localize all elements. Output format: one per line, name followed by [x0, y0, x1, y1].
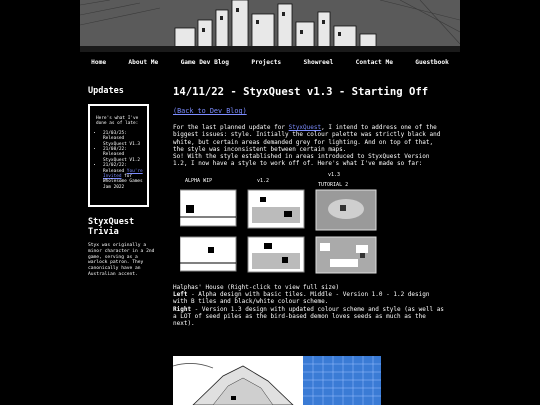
post-paragraph-1: For the last planned update for StyxQuest, I intend to address one of the biggest issues: style. Initially the colour palette was strictly black and white, but certain areas demanded grey for lighting. And on top of that, the style was inconsistent between certain maps.	[173, 124, 441, 153]
update-item: • 21/03/25: Released StyxQuest V1.3	[103, 131, 144, 147]
updates-heading: Updates	[88, 86, 124, 96]
styxquest-link[interactable]: StyxQuest	[288, 124, 322, 131]
update-item: • 21/08/22: Released StyxQuest V1.2	[103, 147, 144, 163]
nav-projects[interactable]: Projects	[251, 58, 282, 66]
figure-label-v12: v1.2	[257, 177, 270, 184]
figure-label-v13: v1.3	[328, 171, 341, 178]
caption-left: Left - Alpha design with basic tiles. Middle - Version 1.0 - 1.2 design with B tiles and black/white colour scheme.	[173, 291, 430, 306]
nav-showreel[interactable]: Showreel	[303, 58, 334, 66]
nav-guestbook[interactable]: Guestbook	[415, 58, 449, 66]
halphas-house-comparison-image[interactable]	[173, 171, 445, 278]
halphas-house-thumbnails	[180, 187, 380, 277]
nav-home[interactable]: Home	[91, 58, 107, 66]
nav-game-dev-blog[interactable]: Game Dev Blog	[180, 58, 230, 66]
map-preview-image[interactable]	[173, 356, 381, 405]
updates-list	[96, 131, 144, 190]
post-paragraph-2: So! With the style established in areas introduced to StyxQuest Version 1.2, I now have a style to work off of. Here's what I've made so far:	[173, 153, 430, 168]
figure-label-alpha: ALPHA WIP	[185, 177, 213, 184]
header-banner	[80, 0, 460, 52]
nav-about-me[interactable]: About Me	[128, 58, 159, 66]
updates-intro: Here's what I've done as of late:	[96, 116, 139, 127]
trivia-text: Styx was originally a minor character in a 2nd game, serving as a warlock patron. They canonically have an Australian accent.	[88, 243, 155, 277]
updates-box	[88, 104, 149, 207]
blog-post	[173, 86, 445, 328]
youre-invited-link[interactable]: You're Invited	[103, 168, 143, 180]
main-nav	[80, 54, 460, 70]
sidebar	[88, 86, 158, 278]
post-title: 14/11/22 - StyxQuest v1.3 - Starting Off	[173, 86, 429, 98]
update-item: • 21/02/22: Released You're Invited for Wholesome Games Jam 2022	[103, 163, 144, 190]
caption-right: Right - Version 1.3 design with updated colour scheme and style (as well as a LOT of seed piles as the bird-based demon loves seeds as much as the next).	[173, 305, 444, 328]
caption-title: Halphas' House (Right-click to view full size)	[173, 283, 340, 291]
nav-contact-me[interactable]: Contact Me	[355, 58, 393, 66]
back-to-dev-blog-link[interactable]: (Back to Dev Blog)	[173, 107, 247, 115]
figure-caption	[173, 284, 445, 328]
figure-label-tutorial: TUTORIAL 2	[318, 181, 349, 188]
trivia-heading: StyxQuest Trivia	[88, 217, 135, 237]
